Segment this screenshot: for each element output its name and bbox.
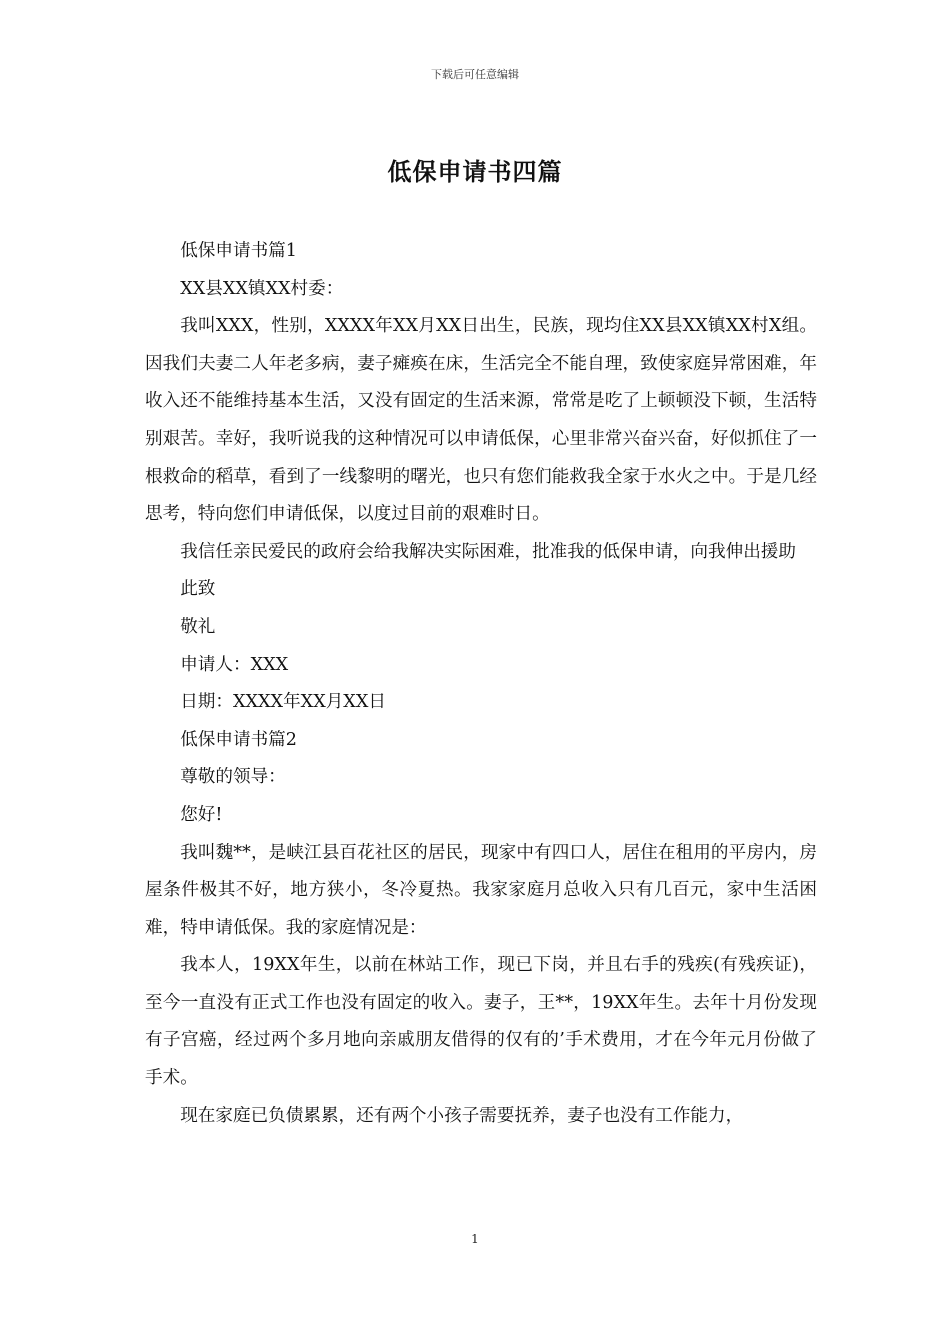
page-number: 1 <box>471 1232 479 1246</box>
greeting: 您好! <box>180 804 223 825</box>
paragraph: 我叫魏**，是峡江县百花社区的居民，现家中有四口人，居住在租用的平房内，房屋条件极其不好，地方狭小，冬冷夏热。我家家庭月总收入只有几百元，家中生活困难，特申请低保。我的家庭情况是： <box>145 842 817 938</box>
date-line: 日期：XXXX年XX月XX日 <box>180 692 386 713</box>
paragraph: 我叫XXX，性别，XXXX年XX月XX日出生，民族，现均住XX县XX镇XX村X组。因我们夫妻二人年老多病，妻子瘫痪在床，生活完全不能自理，致使家庭异常困难，年收入还不能维持基本生活，又没有固定的生活来源，常常是吃了上顿顿没下顿，生活特别艰苦。幸好，我听说我的这种情况可以申请低保，心里非常兴奋兴奋，好似抓住了一根救命的稻草，看到了一线黎明的曙光，也只有您们能救我全家于水火之中。于是几经思考，特向您们申请低保，以度过目前的艰难时日。 <box>145 316 817 525</box>
salutation-1: XX县XX镇XX村委： <box>180 278 344 299</box>
paragraph: 我本人，19XX年生，以前在林站工作，现已下岗，并且右手的残疾(有残疾证)，至今一直没有正式工作也没有固定的收入。妻子，王**，19XX年生。去年十月份发现有子宫癌，经过两个多月地向亲戚朋友借得的仅有的’手术费用，才在今年元月份做了手术。 <box>145 955 817 1089</box>
applicant-line: 申请人：XXX <box>180 654 289 675</box>
salutation-2: 尊敬的领导： <box>180 767 286 788</box>
paragraph: 我信任亲民爱民的政府会给我解决实际困难，批准我的低保申请，向我伸出援助 <box>180 541 796 562</box>
document-title: 低保申请书四篇 <box>387 158 563 186</box>
paragraph: 现在家庭已负债累累，还有两个小孩子需要抚养，妻子也没有工作能力， <box>180 1105 744 1126</box>
section-heading-2: 低保申请书篇2 <box>180 729 297 750</box>
closing-line: 敬礼 <box>180 616 216 637</box>
section-heading-1: 低保申请书篇1 <box>180 241 297 261</box>
document-body <box>145 233 817 1135</box>
closing-line: 此致 <box>180 579 216 600</box>
header-note: 下载后可任意编辑 <box>431 68 519 81</box>
